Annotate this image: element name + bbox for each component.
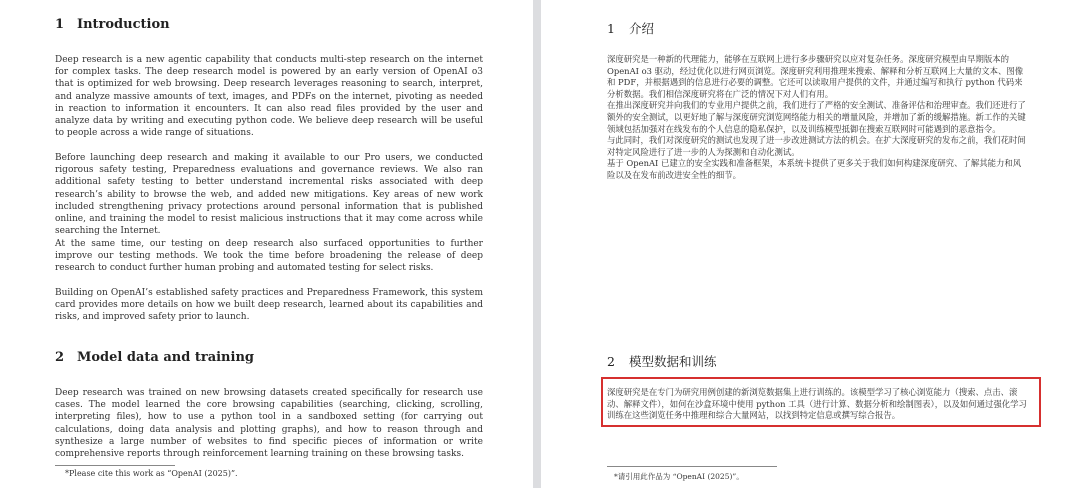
section-heading-model-data [55, 350, 254, 365]
footnote-rule [55, 465, 175, 466]
intro-zh-line-1: 深度研究是一种新的代理能力，能够在互联网上进行多步骤研究以应对复杂任务。深度研究模型由早期版本的 OpenAI o3 驱动，经过优化以进行网页浏览。深度研究利用推理来搜索、解释和分析互联网上大量的文本、图像和 PDF，并根据遇到的信息进行必要的调整。它还可以读取用户提供的文件，并通过编写和执行 python 代码来分析数据。我们相信深度研究将在广泛的情况下对人们有用。 [607, 54, 1024, 99]
footnote-zh: *请引用此作品为 “OpenAI (2025)”。 [614, 472, 744, 481]
section-title: Model data and training [77, 350, 254, 365]
page-divider [533, 0, 541, 488]
paragraph-intro-1: Deep research is a new agentic capability that conducts multi-step research on the internet for complex tasks. The deep research model is powered by an early version of OpenAI o3 that is optimized for web browsing. Deep research leverages reasoning to search, interpret, and analyze massive amounts of text, images, and PDFs on the internet, pivoting as needed in reaction to information it encounters. It can also read files provided by the user and analyze data by writing and executing python code. We believe deep research will be useful to people across a wide range of situations. [55, 55, 483, 139]
section-number: 1 [607, 21, 615, 36]
paragraph-intro-4: Building on OpenAI’s established safety practices and Preparedness Framework, this system card provides more details on how we built deep research, learned about its capabilities and risks, and improved safety prior to launch. [55, 288, 483, 323]
section-title: 模型数据和训练 [629, 354, 717, 369]
section-title: Introduction [77, 17, 170, 32]
paragraph-model-data: Deep research was trained on new browsing datasets created specifically for research use cases. The model learned the core browsing capabilities (searching, clicking, scrolling, interpreting files), how to use a python tool in a sandboxed setting (for carrying out calculations, doing data analysis and plotting graphs), and how to reason through and synthesize a large number of websites to find specific pieces of information or write comprehensive reports through reinforcement learning training on these browsing tasks. [55, 388, 483, 460]
section-number: 2 [607, 354, 615, 369]
section-number: 2 [55, 350, 65, 365]
footnote-rule-zh [607, 466, 777, 467]
footnote: *Please cite this work as “OpenAI (2025)”. [65, 469, 238, 478]
paragraph-intro-zh [607, 54, 1029, 182]
section-heading-introduction [55, 17, 170, 32]
section-number: 1 [55, 17, 65, 32]
intro-zh-line-2: 在推出深度研究并向我们的专业用户提供之前，我们进行了严格的安全测试、准备评估和治理审查。我们还进行了额外的安全测试，以更好地了解与深度研究浏览网络能力相关的增量风险，并增加了新的缓解措施。新工作的关键领域包括加强对在线发布的个人信息的隐私保护，以及训练模型抵御在搜索互联网时可能遇到的恶意指令。 [607, 100, 1026, 134]
section-heading-intro-zh [607, 19, 654, 37]
paragraph-intro-2: Before launching deep research and making it available to our Pro users, we conducted rigorous safety testing, Preparedness evaluations and governance reviews. We also ran additional safety testing to better understand incremental risks associated with deep research’s ability to browse the web, and added new mitigations. Key areas of new work included strengthening privacy protections around personal information that is published online, and training the model to resist malicious instructions that it may come across while searching the Internet. [55, 153, 483, 237]
section-title: 介绍 [629, 21, 655, 36]
intro-zh-line-4: 基于 OpenAI 已建立的安全实践和准备框架，本系统卡提供了更多关于我们如何构建深度研究、了解其能力和风险以及在发布前改进安全性的细节。 [607, 158, 1022, 180]
paragraph-intro-3: At the same time, our testing on deep research also surfaced opportunities to further improve our testing methods. We took the time before broadening the release of deep research to conduct further human probing and automated testing for select risks. [55, 239, 483, 274]
intro-zh-line-3: 与此同时，我们对深度研究的测试也发现了进一步改进测试方法的机会。在扩大深度研究的发布之前，我们花时间对特定风险进行了进一步的人为探测和自动化测试。 [607, 135, 1026, 157]
paragraph-model-data-zh: 深度研究是在专门为研究用例创建的新浏览数据集上进行训练的。该模型学习了核心浏览能力（搜索、点击、滚动、解释文件），如何在沙盒环境中使用 python 工具（进行计算、数据分析和绘制图表），以及如何通过强化学习训练在这些浏览任务中推理和综合大量网站，以找到特定信息或撰写综合报告。 [607, 387, 1027, 421]
section-heading-model-data-zh [607, 352, 717, 370]
